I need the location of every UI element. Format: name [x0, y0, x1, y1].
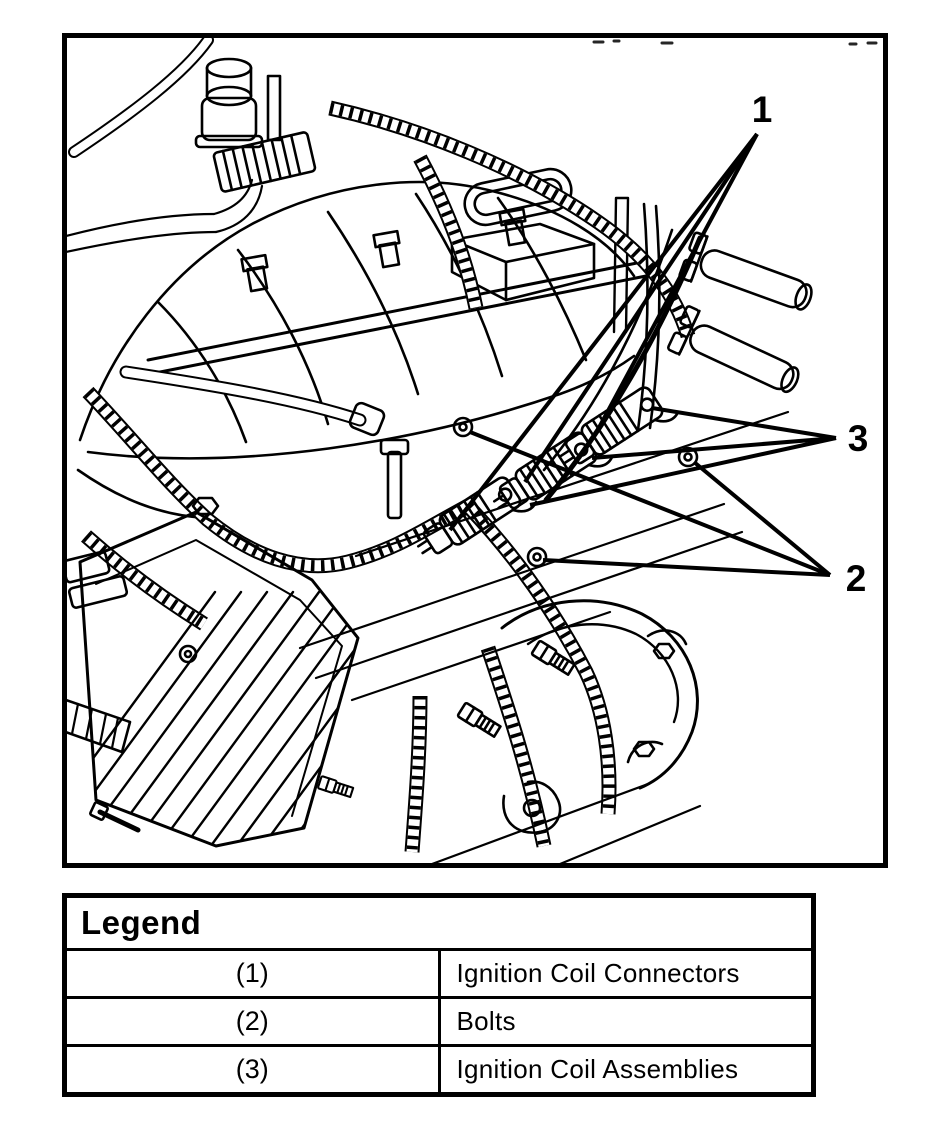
legend-table [62, 893, 816, 1097]
legend-key-1: (1) [65, 950, 440, 998]
leader-lines-callout-1 [450, 134, 757, 530]
fuel-pressure-regulator [196, 59, 280, 147]
legend-label-3: Ignition Coil Assemblies [439, 1046, 814, 1095]
engine-line-art [67, 38, 883, 863]
legend-row-2 [65, 998, 814, 1046]
legend-header-row [65, 896, 814, 950]
engine-drawing [67, 40, 876, 863]
legend-row-3 [65, 1046, 814, 1095]
legend-title: Legend [65, 896, 814, 950]
legend-row-1 [65, 950, 814, 998]
engine-diagram-frame [62, 33, 888, 868]
heater-pipe [126, 372, 408, 518]
legend-label-1: Ignition Coil Connectors [439, 950, 814, 998]
valve-cover-hatching [67, 592, 527, 858]
legend-key-3: (3) [65, 1046, 440, 1095]
scan-noise [594, 41, 876, 44]
legend-key-2: (2) [65, 998, 440, 1046]
callout-2-label: 2 [845, 558, 867, 599]
legend-label-2: Bolts [439, 998, 814, 1046]
callout-3-label: 3 [847, 418, 869, 459]
callout-1-label: 1 [751, 89, 773, 130]
leader-lines-callout-3 [530, 408, 836, 505]
